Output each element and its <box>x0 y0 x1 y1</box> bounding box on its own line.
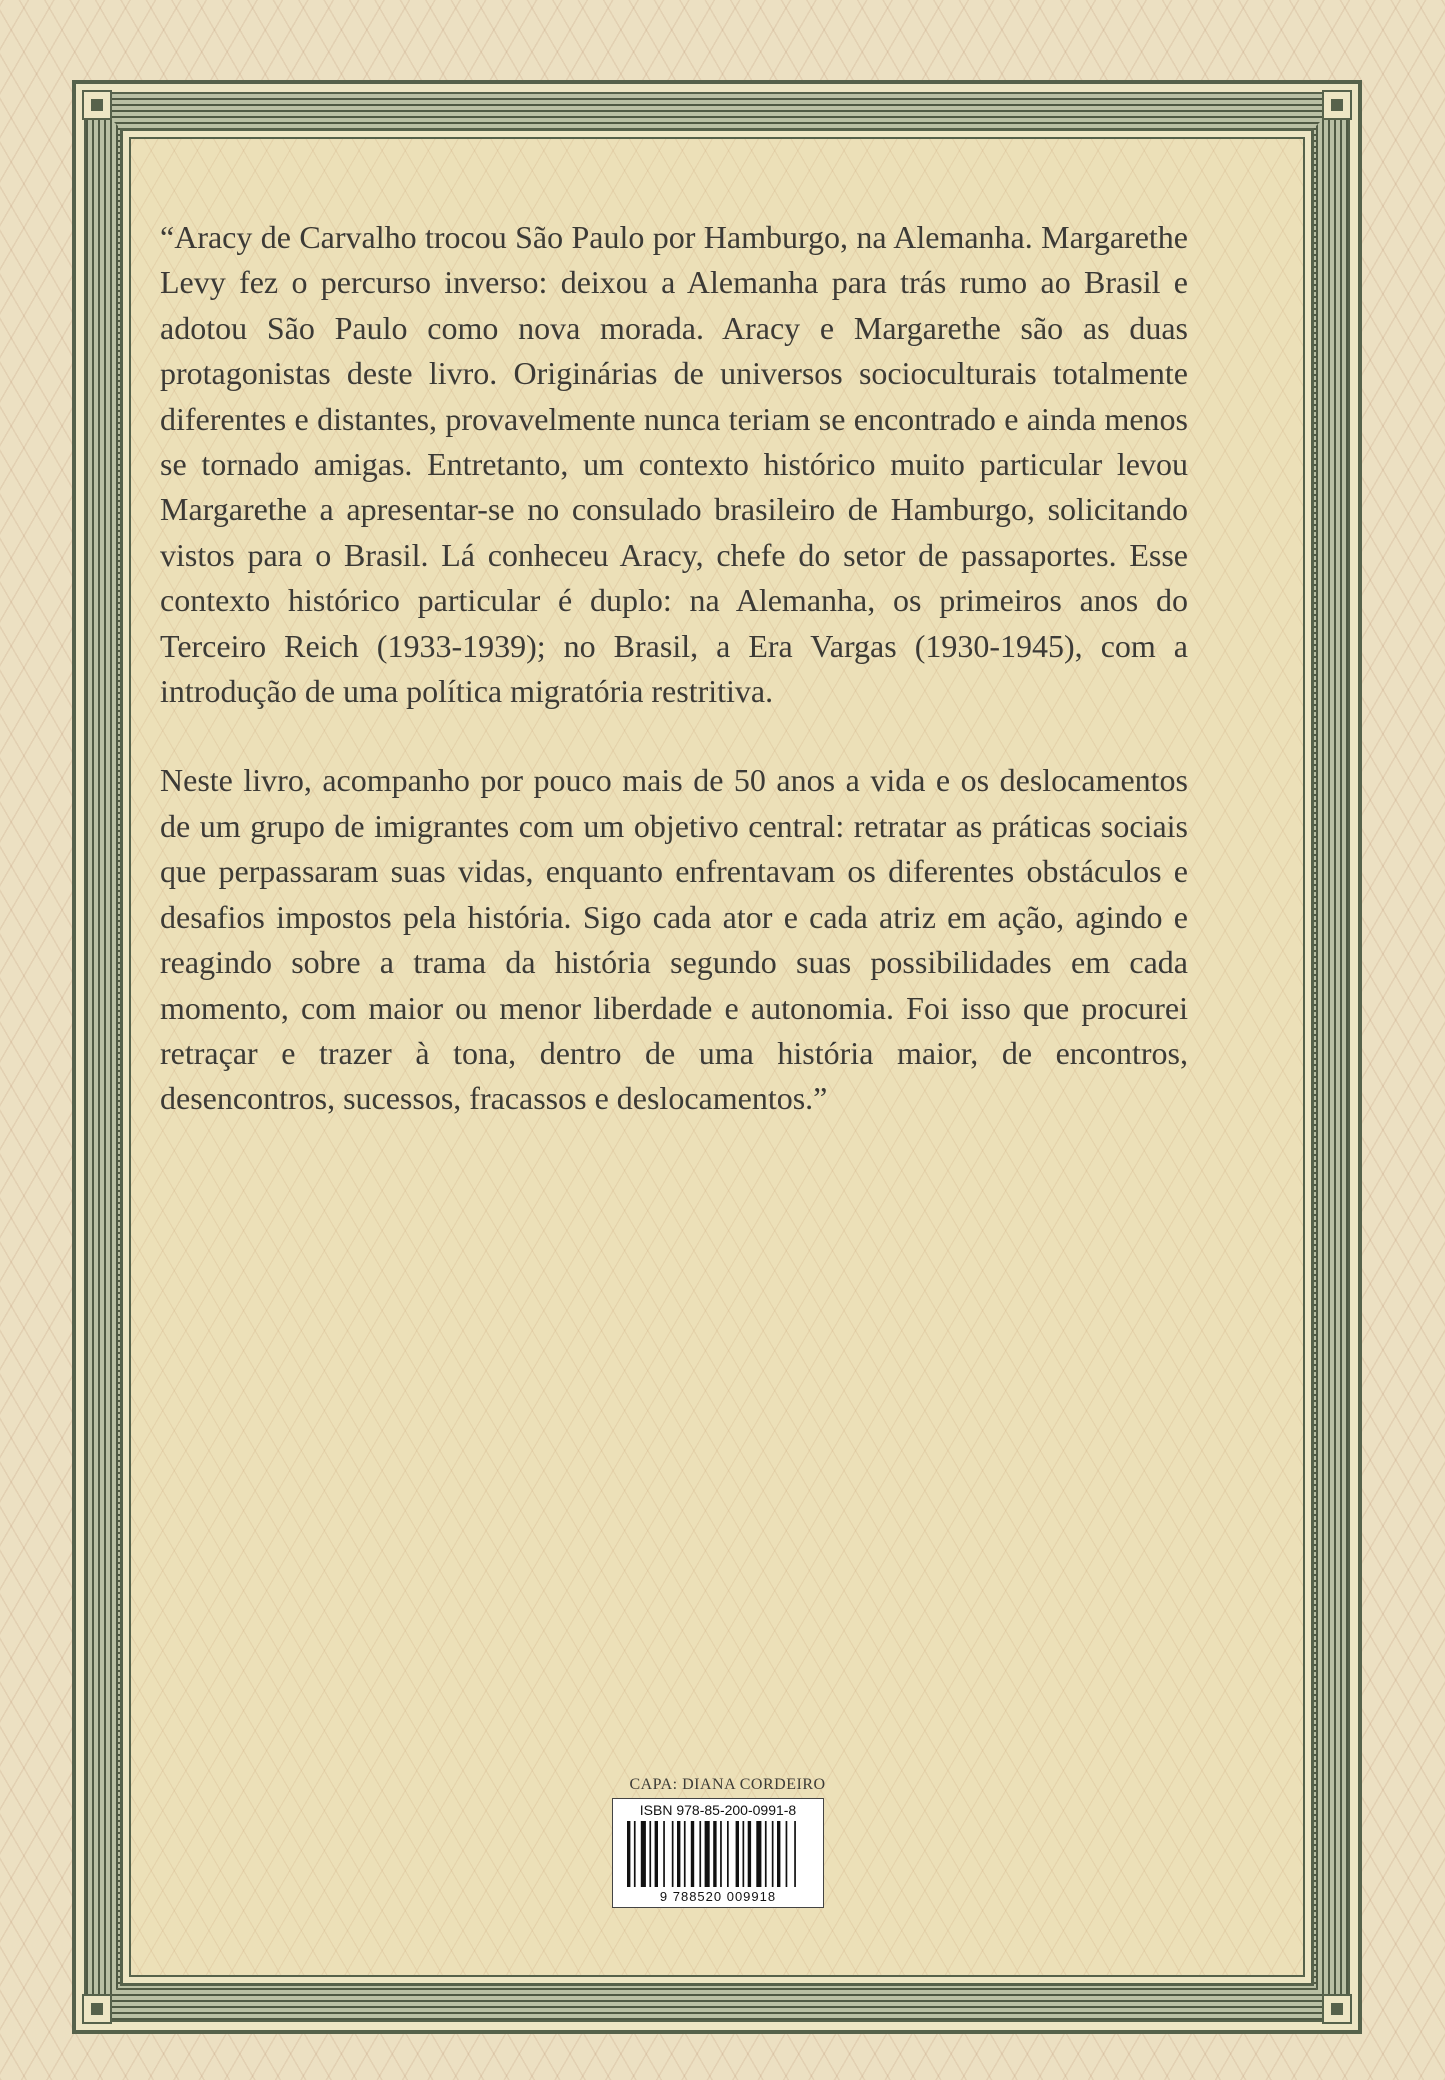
blurb-text <box>160 215 1188 1122</box>
barcode-bars <box>627 1821 811 1887</box>
isbn-label: ISBN 978-85-200-0991-8 <box>639 1802 797 1818</box>
isbn-barcode <box>612 1798 824 1908</box>
frame-corner-ornament <box>1322 1994 1352 2024</box>
barcode-digits: 9 788520 009918 <box>659 1889 777 1904</box>
blurb-paragraph-2: Neste livro, acompanho por pouco mais de 50 anos a vida e os deslocamentos de um grupo de imigrantes com um objetivo central: retratar as práticas sociais que perpassaram suas vidas, enquanto enfrentavam os diferentes obstáculos e desafios impostos pela história. Sigo cada ator e cada atriz em ação, agindo e reagindo sobre a trama da história segundo suas possibilidades em cada momento, com maior ou menor liberdade e autonomia. Foi isso que procurei retraçar e trazer à tona, dentro de uma história maior, de encontros, desencontros, sucessos, fracassos e deslocamentos.” <box>160 762 1188 1117</box>
cover-credit: CAPA: DIANA CORDEIRO <box>629 1776 826 1793</box>
frame-corner-ornament <box>82 90 112 120</box>
frame-corner-ornament <box>82 1994 112 2024</box>
blurb-paragraph-1: “Aracy de Carvalho trocou São Paulo por Hamburgo, na Alemanha. Margarethe Levy fez o percurso inverso: deixou a Alemanha para trás rumo ao Brasil e adotou São Paulo como nova morada. Aracy e Margarethe são as duas protagonistas deste livro. Originárias de universos socioculturais totalmente diferentes e distantes, provavelmente nunca teriam se encontrado e ainda menos se tornado amigas. Entretanto, um contexto histórico muito particular levou Margarethe a apresentar-se no consulado brasileiro de Hamburgo, solicitando vistos para o Brasil. Lá conheceu Aracy, chefe do setor de passaportes. Esse contexto histórico particular é duplo: na Alemanha, os primeiros anos do Terceiro Reich (1933-1939); no Brasil, a Era Vargas (1930-1945), com a introdução de uma política migratória restritiva. <box>160 219 1188 710</box>
frame-corner-ornament <box>1322 90 1352 120</box>
